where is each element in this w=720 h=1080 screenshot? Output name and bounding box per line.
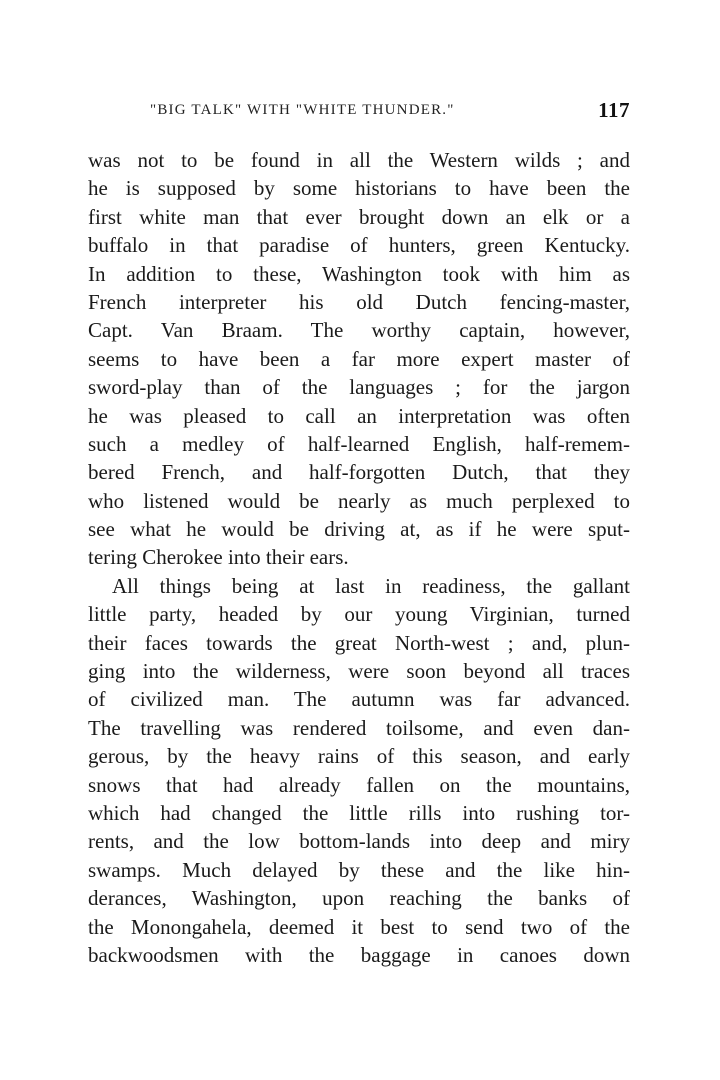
text-line: little party, headed by our young Virginian, turned [88, 602, 630, 627]
text-line: swamps. Much delayed by these and the like hin- [88, 857, 630, 882]
text-line: who listened would be nearly as much perplexed to [88, 488, 630, 513]
text-line: snows that had already fallen on the mountains, [88, 772, 630, 797]
text-line: French interpreter his old Dutch fencing-master, [88, 289, 630, 314]
text-line: gerous, by the heavy rains of this season, and early [88, 744, 630, 769]
running-title: "BIG TALK" WITH "WHITE THUNDER." [150, 102, 455, 118]
text-line: sword-play than of the languages ; for the jargon [88, 375, 630, 400]
text-line: first white man that ever brought down an elk or a [88, 204, 630, 229]
body-text [88, 146, 630, 969]
text-line: the Monongahela, deemed it best to send two of the [88, 914, 630, 939]
paragraph-start-line: All things being at last in readiness, the gallant [112, 573, 630, 598]
text-line: derances, Washington, upon reaching the banks of [88, 886, 630, 911]
text-line: he is supposed by some historians to have been the [88, 176, 630, 201]
text-line: which had changed the little rills into rushing tor- [88, 800, 630, 825]
text-line: bered French, and half-forgotten Dutch, that they [88, 460, 630, 485]
text-line: seems to have been a far more expert master of [88, 346, 630, 371]
paragraph-end-line: tering Cherokee into their ears. [88, 545, 349, 570]
text-line: was not to be found in all the Western wilds ; and [88, 148, 630, 172]
text-line: In addition to these, Washington took with him as [88, 261, 630, 286]
text-line: buffalo in that paradise of hunters, green Kentucky. [88, 233, 630, 258]
text-line: he was pleased to call an interpretation was often [88, 403, 630, 428]
text-line: rents, and the low bottom-lands into deep and miry [88, 829, 630, 854]
text-line: of civilized man. The autumn was far advanced. [88, 687, 630, 712]
text-line: see what he would be driving at, as if he were sput- [88, 517, 630, 542]
text-line: such a medley of half-learned English, half-remem- [88, 431, 630, 456]
text-line: The travelling was rendered toilsome, and even dan- [88, 715, 630, 740]
text-line: backwoodsmen with the baggage in canoes down [88, 942, 630, 967]
text-line: Capt. Van Braam. The worthy captain, however, [88, 318, 630, 343]
text-line: ging into the wilderness, were soon beyond all traces [88, 659, 630, 684]
page-number: 117 [598, 98, 630, 122]
running-head [88, 98, 630, 128]
text-line: their faces towards the great North-west ; and, plun- [88, 630, 630, 655]
